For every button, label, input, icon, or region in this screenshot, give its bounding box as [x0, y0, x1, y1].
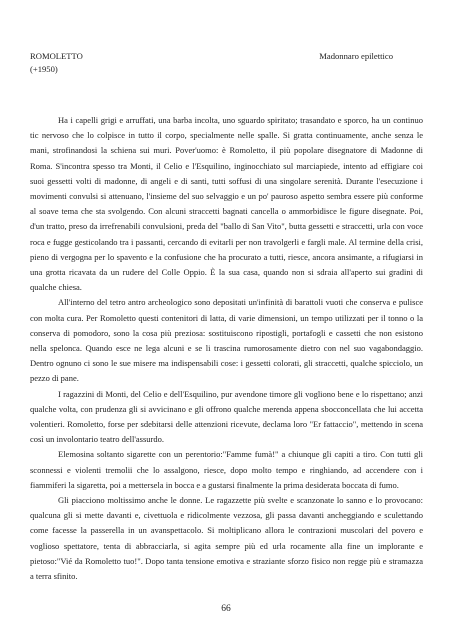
- header-left: [30, 50, 83, 76]
- paragraph: All'interno del tetro antro archeologico sono depositati un'infinità di barattoli vuoti che conserva e pulisce con molta cura. Per Romoletto questi contenitori di latta, di varie dimensioni, un tempo utilizzati per il tonno o la conserva di pomodoro, sono la cosa più preziosa: sostituiscono ripostigli, portafogli e cassetti che non esistono nella spelonca. Quando esce ne lega alcuni e se li trascina rumorosamente dietro con nel suo vagabondaggio. Dentro ognuno ci sono le sue misere ma indispensabili cose: i gessetti colorati, gli straccetti, qualche spicciolo, un pezzo di pane.: [30, 297, 423, 384]
- paragraph: I ragazzini di Monti, del Celio e dell'Esquilino, pur avendone timore gli vogliono bene e lo rispettano; anzi qualche volta, con prudenza gli si avvicinano e gli offrono qualche merenda appena sbocconcellata che lui accetta volentieri. Romoletto, forse per sdebitarsi delle attenzioni ricevute, declama loro "Er fattaccio", mettendo in scena così un involontario teatro dell'assurdo.: [30, 388, 423, 445]
- chapter-header: [30, 50, 423, 76]
- chapter-title: ROMOLETTO: [30, 51, 83, 61]
- chapter-years: (+1950): [30, 64, 58, 74]
- paragraph: Elemosina soltanto sigarette con un perentorio:"Famme fumà!" a chiunque gli capiti a tiro. Con tutti gli sconnessi e violenti tremolii che lo assalgono, riesce, dopo molto tempo e ringhiando, ad accendere con i fiammiferi la sigaretta, poi a mettersela in bocca e a gustarsi finalmente la prima desiderata boccata di fumo.: [30, 449, 423, 490]
- paragraph: Gli piacciono moltissimo anche le donne. Le ragazzette più svelte e scanzonate lo sanno e lo provocano: qualcuna gli si mette davanti e, civettuola e ridicolmente vezzosa, gli passa davanti ancheggiando e sculettando come facesse la passerella in un avanspettacolo. Si moltiplicano allora le contrazioni muscolari del povero e voglioso spettatore, tenta di abbracciarla, si agita sempre più ed urla rocamente alla fine un implorante e pietoso:"Vié da Romoletto tuo!". Dopo tanta tensione emotiva e straziante sforzo fisico non regge più e stramazza a terra sfinito.: [30, 495, 423, 582]
- paragraph: Ha i capelli grigi e arruffati, una barba incolta, uno sguardo spiritato; trasandato e sporco, ha un continuo tic nervoso che lo colpisce in tutto il corpo, specialmente nelle spalle. Si gratta continuamente, anche senza le mani, strofinandosi la schiena sui muri. Pover'uomo: è Romoletto, il più popolare disegnatore di Madonne di Roma. S'incontra spesso tra Monti, il Celio e l'Esquilino, inginocchiato sul marciapiede, intento ad effigiare coi suoi gessetti volti di madonne, di angeli e di santi, tutti soffusi di una singolare serenità. Durante l'esecuzione i movimenti convulsi si attenuano, l'insieme del suo selvaggio e un po' pauroso aspetto sembra essere più conforme al soave tema che sta svolgendo. Con alcuni straccetti bagnati cancella o ammorbidisce le figure disegnate. Poi, d'un tratto, preso da irrefrenabili convulsioni, preda del "ballo di San Vito", butta gessetti e straccetti, urla con voce roca e fugge gesticolando tra i passanti, cercando di evitarli per non travolgerli e fargli male. Al termine della crisi, pieno di vergogna per lo spavento e la confusione che ha procurato a tutti, riesce, ancora ansimante, a rifugiarsi in una grotta ricavata da un rudere del Colle Oppio. È la sua casa, quando non si sdraia all'aperto sui gradini di qualche chiesa.: [30, 115, 423, 293]
- chapter-subtitle: Madonnaro epilettico: [319, 51, 393, 61]
- document-page: [30, 50, 423, 584]
- page-number: 66: [221, 604, 231, 614]
- body-text: [30, 113, 423, 584]
